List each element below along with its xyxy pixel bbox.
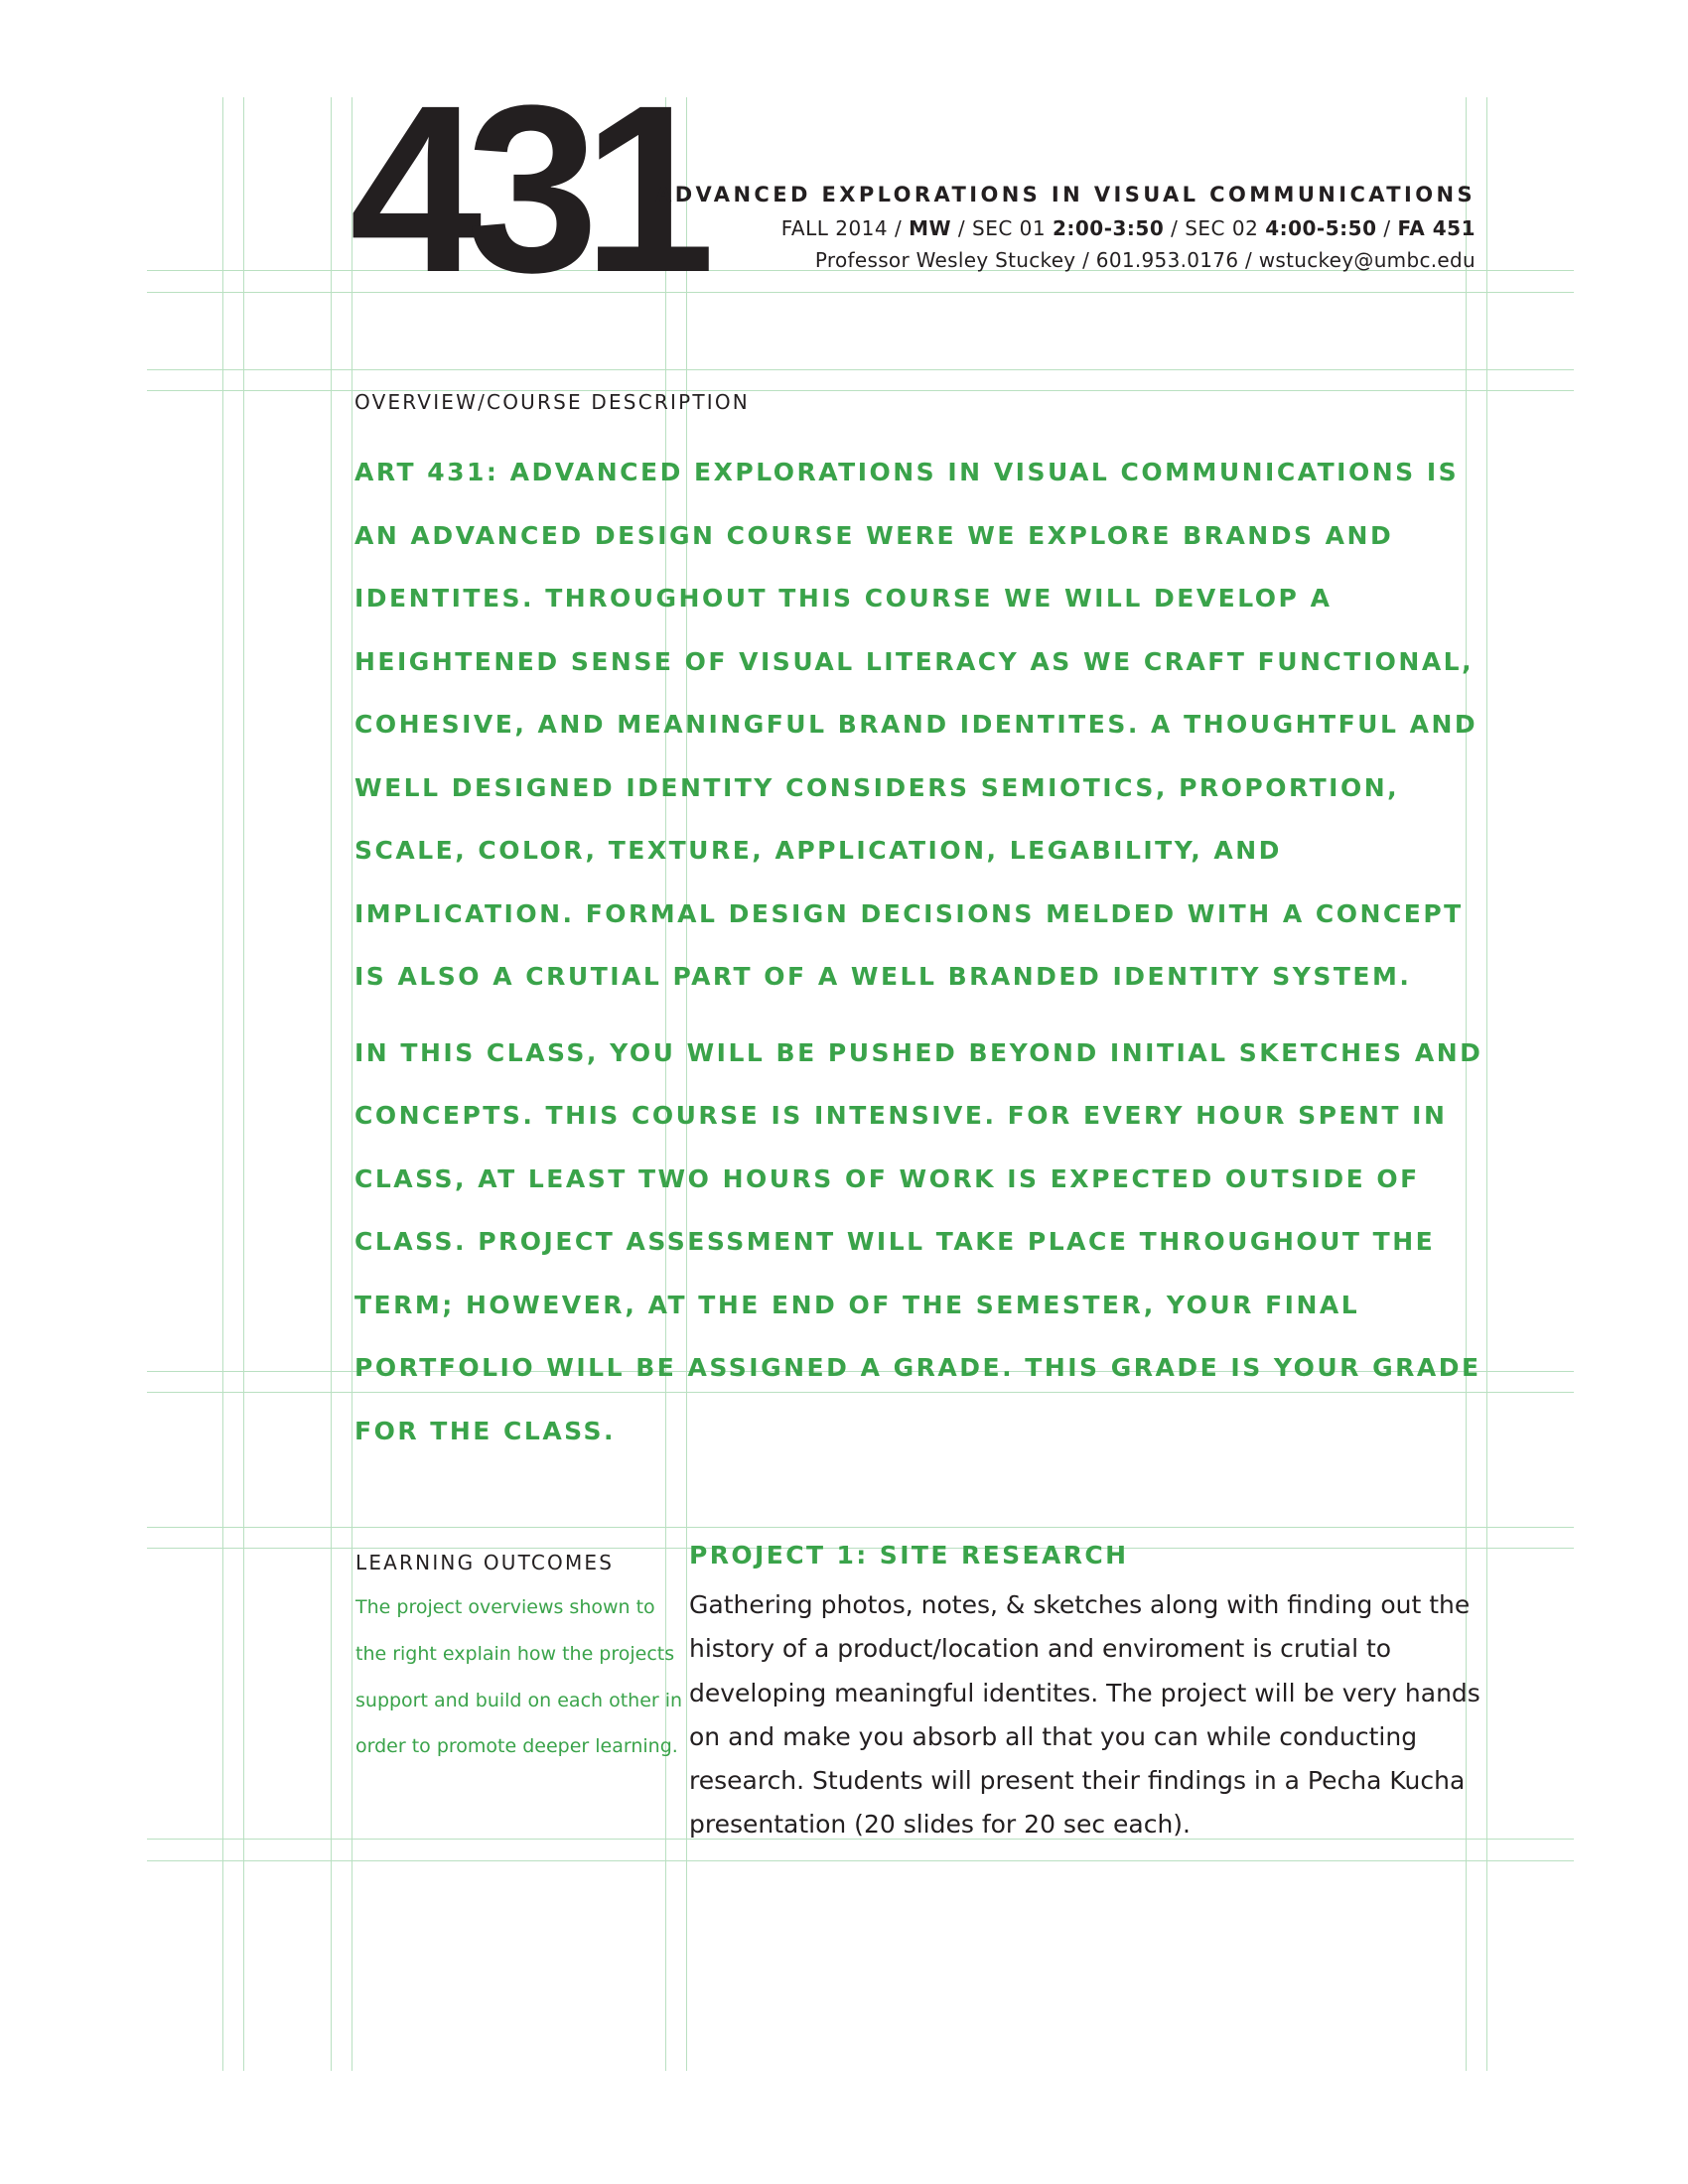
overview-heading: OVERVIEW/COURSE DESCRIPTION	[354, 390, 750, 414]
learning-outcomes-text: The project overviews shown to the right explain how the projects support and build on each other in order to promote deeper learning.	[355, 1596, 683, 1758]
section-1-time: 2:00-3:50	[1052, 216, 1165, 240]
separator: /	[888, 216, 910, 240]
grid-guide-vertical	[222, 97, 223, 2071]
overview-paragraph: ART 431: ADVANCED EXPLORATIONS IN VISUAL COMMUNICATIONS IS AN ADVANCED DESIGN COURSE WERE WE EXPLORE BRANDS AND IDENTITES. THROUGHOUT THIS COURSE WE WILL DEVELOP A HEIGHTENED SENSE OF VISUAL LITERACY AS WE CRAFT FUNCTIONAL, COHESIVE, AND MEANINGFUL BRAND IDENTITES. A THOUGHTFUL AND WELL DESIGNED IDENTITY CONSIDERS SEMIOTICS, PROPORTION, SCALE, COLOR, TEXTURE, APPLICATION, LEGABILITY, AND IMPLICATION. FORMAL DESIGN DECISIONS MELDED WITH A CONCEPT IS ALSO A CRUTIAL PART OF A WELL BRANDED IDENTITY SYSTEM.	[354, 458, 1478, 991]
instructor-contact: Professor Wesley Stuckey / 601.953.0176 / wstuckey@umbc.edu	[814, 248, 1476, 272]
section-1-label: SEC 01	[972, 216, 1047, 240]
section-2-label: SEC 02	[1185, 216, 1259, 240]
grid-guide-horizontal	[147, 1860, 1574, 1861]
room: FA 451	[1397, 216, 1476, 240]
section-2-time: 4:00-5:50	[1265, 216, 1377, 240]
learning-outcomes-heading: LEARNING OUTCOMES	[355, 1551, 615, 1574]
overview-paragraph: IN THIS CLASS, YOU WILL BE PUSHED BEYOND INITIAL SKETCHES AND CONCEPTS. THIS COURSE IS INTENSIVE. FOR EVERY HOUR SPENT IN CLASS, AT LEAST TWO HOURS OF WORK IS EXPECTED OUTSIDE OF CLASS. PROJECT ASSESSMENT WILL TAKE PLACE THROUGHOUT THE TERM; HOWEVER, AT THE END OF THE SEMESTER, YOUR FINAL PORTFOLIO WILL BE ASSIGNED A GRADE. THIS GRADE IS YOUR GRADE FOR THE CLASS.	[354, 1037, 1483, 1445]
separator: /	[1164, 216, 1186, 240]
overview-description	[354, 441, 1496, 1462]
term: FALL 2014	[780, 216, 889, 240]
grid-guide-horizontal	[147, 1527, 1574, 1528]
course-title: ADVANCED EXPLORATIONS IN VISUAL COMMUNICATIONS	[655, 183, 1476, 206]
course-schedule	[781, 216, 1476, 240]
meeting-days: MW	[909, 216, 952, 240]
grid-guide-vertical	[331, 97, 332, 2071]
grid-guide-vertical	[243, 97, 244, 2071]
separator: /	[951, 216, 972, 240]
grid-guide-horizontal	[147, 369, 1574, 370]
project-1-description: Gathering photos, notes, & sketches along with finding out the history of a product/location and enviroment is crutial to developing meaningful identites. The project will be very hands on and make you absorb all that you can while conducting research. Students will present their findings in a Pecha Kucha presentation (20 slides for 20 sec each).	[689, 1590, 1480, 1840]
project-1-heading: PROJECT 1: SITE RESEARCH	[689, 1541, 1129, 1570]
separator: /	[1376, 216, 1398, 240]
course-number: 431	[350, 56, 700, 322]
